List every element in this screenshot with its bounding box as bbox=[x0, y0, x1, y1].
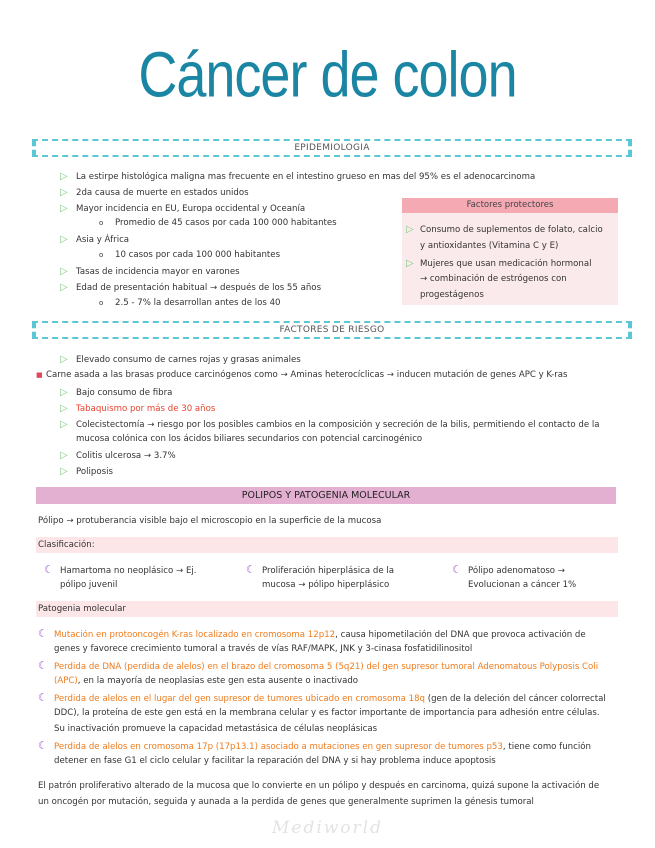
epidemiologia-header: EPIDEMIOLOGIA bbox=[32, 139, 632, 157]
triangle-bullet-icon: ▷ bbox=[60, 187, 68, 198]
list-item: ▷ Elevado consumo de carnes rojas y grasas animales bbox=[60, 354, 301, 365]
triangle-bullet-icon: ▷ bbox=[60, 234, 68, 245]
list-item: ▷ 2da causa de muerte en estados unidos bbox=[60, 187, 249, 198]
list-item: ▷ Mayor incidencia en EU, Europa occidental y Oceanía bbox=[60, 203, 306, 214]
circle-bullet-icon: o bbox=[99, 219, 104, 227]
triangle-bullet-icon: ▷ bbox=[60, 171, 68, 182]
pathogenesis-item-continuation: genes y favorece crecimiento tumoral a través de vías RAF/MAPK, JNK y 3-cinasa fosfatidilinositol bbox=[54, 644, 473, 654]
crescent-bullet-icon: ☾ bbox=[38, 659, 48, 672]
risk-factors-header: FACTORES DE RIESGO bbox=[32, 321, 632, 339]
triangle-bullet-icon: ▷ bbox=[60, 403, 68, 414]
polyps-header: POLIPOS Y PATOGENIA MOLECULAR bbox=[36, 487, 616, 504]
list-item: o Promedio de 45 casos por cada 100 000 habitantes bbox=[99, 218, 337, 228]
pathogenesis-item-continuation: (APC), en la mayoría de neoplasias este gen esta ausente o inactivado bbox=[54, 676, 359, 686]
pathogenesis-item: ☾ Perdida de DNA (perdida de alelos) en el brazo del cromosoma 5 (5q21) del gen supresor tumoral Adenomatous Polyposis Coli bbox=[38, 659, 599, 672]
triangle-bullet-icon: ▷ bbox=[60, 282, 68, 293]
list-item: ▷ La estirpe histológica maligna mas frecuente en el intestino grueso en mas del 95% es el adenocarcinoma bbox=[60, 171, 536, 182]
pathogenesis-item-continuation: DDC), la proteína de este gen está en la membrana celular y es factor importante de importancia para adhesión entre células. bbox=[54, 708, 600, 718]
triangle-bullet-icon: ▷ bbox=[60, 387, 68, 398]
classification-label: Clasificación: bbox=[36, 537, 618, 553]
polyp-definition: Pólipo → protuberancia visible bajo el microscopio en la superficie de la mucosa bbox=[38, 516, 382, 526]
classification-item-continuation: Evolucionan a cáncer 1% bbox=[468, 580, 577, 590]
circle-bullet-icon: o bbox=[99, 299, 104, 307]
list-item-continuation: y antioxidantes (Vitamina C y E) bbox=[420, 241, 559, 251]
list-item: ▷ Mujeres que usan medicación hormonal bbox=[406, 258, 592, 269]
list-item: ▷ Bajo consumo de fibra bbox=[60, 387, 173, 398]
list-item: ■ Carne asada a las brasas produce carcinógenos como → Aminas heterocíclicas → inducen mutación de genes APC y K-ras bbox=[36, 370, 568, 380]
list-item: ▷ Asia y África bbox=[60, 234, 130, 245]
circle-bullet-icon: o bbox=[99, 251, 104, 259]
list-item: ▷ Colitis ulcerosa → 3.7% bbox=[60, 450, 176, 461]
pathogenesis-item-continuation: Su inactivación promueve la capacidad metastásica de células neoplásicas bbox=[54, 724, 378, 734]
crescent-bullet-icon: ☾ bbox=[38, 691, 48, 704]
list-item: ▷ Poliposis bbox=[60, 466, 113, 477]
triangle-bullet-icon: ▷ bbox=[60, 466, 68, 477]
list-item: o 2.5 - 7% la desarrollan antes de los 40 bbox=[99, 298, 281, 308]
list-item: ▷ Tasas de incidencia mayor en varones bbox=[60, 266, 240, 277]
triangle-bullet-icon: ▷ bbox=[60, 266, 68, 277]
protective-factors-box bbox=[402, 213, 618, 305]
classification-item: ☾ Proliferación hiperplásica de la bbox=[246, 563, 395, 576]
triangle-bullet-icon: ▷ bbox=[60, 419, 68, 430]
pathogenesis-item-continuation: detener en fase G1 el ciclo celular y facilitar la reparación del DNA y si hay problema induce apoptosis bbox=[54, 756, 496, 766]
list-item: ▷ Tabaquismo por más de 30 años bbox=[60, 403, 216, 414]
list-item: ▷ Colecistectomía → riesgo por los posibles cambios en la composición y secreción de la bilis, permitiendo el contacto de la bbox=[60, 419, 600, 430]
list-item-continuation: progestágenos bbox=[420, 290, 484, 300]
classification-item: ☾ Pólipo adenomatoso → bbox=[452, 563, 565, 576]
pathogenesis-item: ☾ Mutación en protooncogén K-ras localizado en cromosoma 12p12, causa hipometilación del DNA que provoca activación de bbox=[38, 627, 586, 640]
watermark: Mediworld bbox=[271, 818, 384, 838]
classification-item-continuation: pólipo juvenil bbox=[60, 580, 118, 590]
conclusion-line: un oncogén por mutación, seguida y aunada a la perdida de genes que generalmente suprimen la génesis tumoral bbox=[38, 797, 534, 807]
crescent-bullet-icon: ☾ bbox=[44, 563, 54, 576]
list-item: ▷ Edad de presentación habitual → después de los 55 años bbox=[60, 282, 322, 293]
molecular-pathogenesis-label: Patogenia molecular bbox=[36, 601, 618, 617]
list-item-continuation: mucosa colónica con los ácidos biliares secundarios con potencial carcinogénico bbox=[76, 434, 423, 444]
classification-item: ☾ Hamartoma no neoplásico → Ej. bbox=[44, 563, 197, 576]
crescent-bullet-icon: ☾ bbox=[38, 739, 48, 752]
list-item-continuation: → combinación de estrógenos con bbox=[420, 274, 567, 284]
conclusion-line: El patrón proliferativo alterado de la mucosa que lo convierte en un pólipo y después en carcinoma, quizá supone la activación de bbox=[38, 781, 600, 791]
crescent-bullet-icon: ☾ bbox=[38, 627, 48, 640]
pathogenesis-item: ☾ Perdida de alelos en el lugar del gen supresor de tumores ubicado en cromosoma 18q (gen de la deleción del cáncer colorrectal bbox=[38, 691, 606, 704]
list-item: o 10 casos por cada 100 000 habitantes bbox=[99, 250, 281, 260]
triangle-bullet-icon: ▷ bbox=[60, 203, 68, 214]
triangle-bullet-icon: ▷ bbox=[406, 258, 414, 269]
triangle-bullet-icon: ▷ bbox=[406, 224, 414, 235]
page-title: Cáncer de colon bbox=[138, 40, 517, 111]
triangle-bullet-icon: ▷ bbox=[60, 450, 68, 461]
square-bullet-icon: ■ bbox=[36, 371, 43, 379]
triangle-bullet-icon: ▷ bbox=[60, 354, 68, 365]
crescent-bullet-icon: ☾ bbox=[246, 563, 256, 576]
list-item: ▷ Consumo de suplementos de folato, calcio bbox=[406, 224, 603, 235]
pathogenesis-item: ☾ Perdida de alelos en cromosoma 17p (17p13.1) asociado a mutaciones en gen supresor de tumores p53, tiene como función bbox=[38, 739, 591, 752]
crescent-bullet-icon: ☾ bbox=[452, 563, 462, 576]
classification-item-continuation: mucosa → pólipo hiperplásico bbox=[262, 580, 390, 590]
protective-factors-header: Factores protectores bbox=[402, 198, 618, 213]
